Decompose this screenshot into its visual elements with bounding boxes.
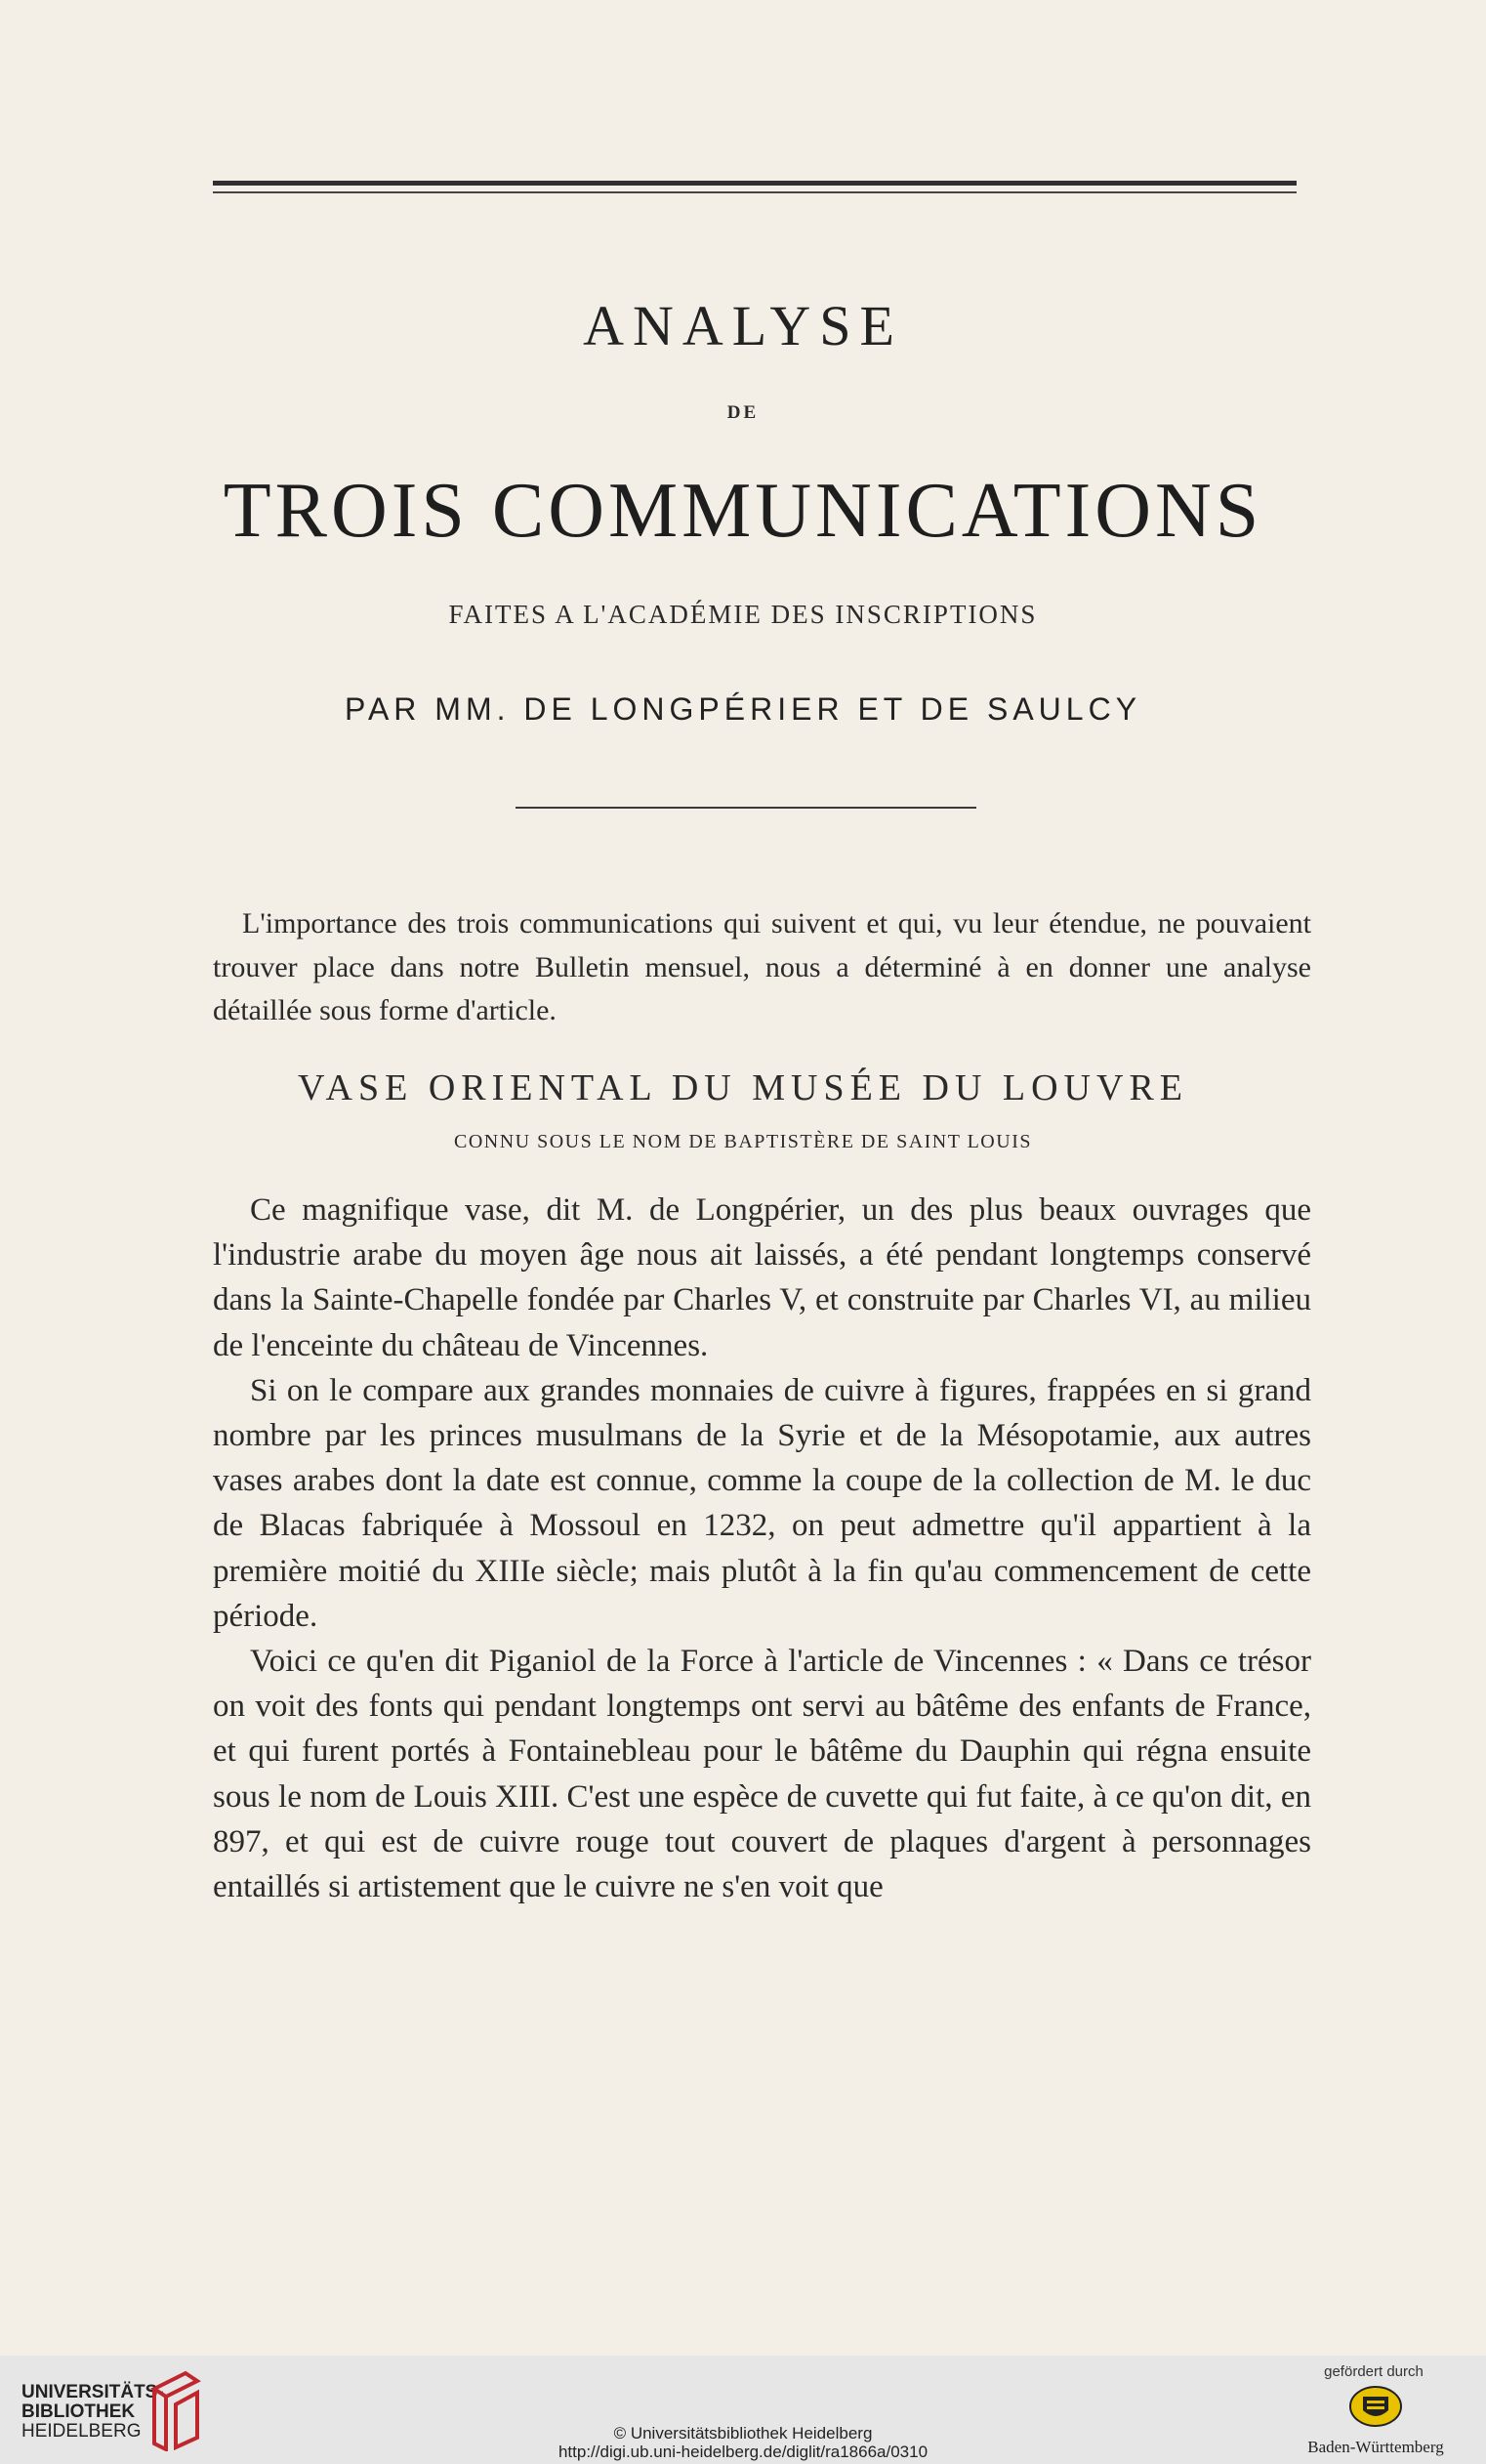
paragraph-3: Voici ce qu'en dit Piganiol de la Force à l'article de Vincennes : « Dans ce trésor on voit des fonts qui pendant longtemps ont servi au bâtême des enfants de France, et qui furent portés à Fontainebleau pour le bâtême du Dauphin qui régna ensuite sous le nom de Louis XIII. C'est une espèce de cuvette qui fut faite, à ce qu'on dit, en 897, et qui est de cuivre rouge tout couvert de plaques d'argent à personnages entaillés si artistement que le cuivre ne s'en voit que <box>213 1644 1311 1905</box>
body-text <box>213 1188 1311 1909</box>
main-title: TROIS COMMUNICATIONS <box>223 468 1263 554</box>
library-name-line3: HEIDELBERG <box>21 2421 142 2442</box>
section-subtitle: CONNU SOUS LE NOM DE BAPTISTÈRE DE SAINT LOUIS <box>454 1131 1032 1152</box>
copyright-block <box>0 2421 1486 2461</box>
library-name-line2: BIBLIOTHEK <box>21 2401 136 2422</box>
funded-by-label: gefördert durch <box>1324 2363 1424 2380</box>
title-de: DE <box>726 402 760 423</box>
header-rule <box>213 181 1297 186</box>
title-analyse: ANALYSE <box>583 294 903 357</box>
library-name-line1: UNIVERSITÄTS- <box>21 2382 164 2402</box>
subtitle: FAITES A L'ACADÉMIE DES INSCRIPTIONS <box>448 600 1038 629</box>
paragraph-2: Si on le compare aux grandes monnaies de cuivre à figures, frappées en si grand nombre par les princes musulmans de la Syrie et de la Mésopotamie, aux autres vases arabes dont la date est connue, comme la coupe de la collection de M. le duc de Blacas fabriquée à Mossoul en 1232, on peut admettre qu'il appartient à la première moitié du XIIIe siècle; mais plutôt à la fin qu'au commencement de cette période. <box>213 1372 1311 1634</box>
funder-name[interactable]: Baden-Württemberg <box>1307 2438 1444 2456</box>
coat-of-arms-icon <box>1345 2383 1406 2430</box>
intro-text: L'importance des trois communications qui suivent et qui, vu leur étendue, ne pouvaient trouver place dans notre Bulletin mensuel, nous a déterminé à en donner une analyse détaillée sous forme d'article. <box>213 907 1311 1026</box>
permalink[interactable]: http://digi.ub.uni-heidelberg.de/diglit/ra1866a/0310 <box>557 2443 929 2461</box>
title-separator <box>516 807 976 809</box>
paragraph-1: Ce magnifique vase, dit M. de Longpérier, un des plus beaux ouvrages que l'industrie arabe du moyen âge nous ait laissés, a été pendant longtemps conservé dans la Sainte-Chapelle fondée par Charles V, et construite par Charles VI, au milieu de l'enceinte du château de Vincennes. <box>213 1192 1311 1363</box>
authors-line: PAR MM. DE LONGPÉRIER ET DE SAULCY <box>344 691 1142 727</box>
header-rule-thin <box>213 191 1297 193</box>
intro-paragraph <box>213 902 1311 1033</box>
copyright-text: © Universitätsbibliothek Heidelberg <box>613 2424 873 2443</box>
section-title: VASE ORIENTAL DU MUSÉE DU LOUVRE <box>298 1067 1188 1108</box>
viewer-footer <box>0 2356 1486 2464</box>
